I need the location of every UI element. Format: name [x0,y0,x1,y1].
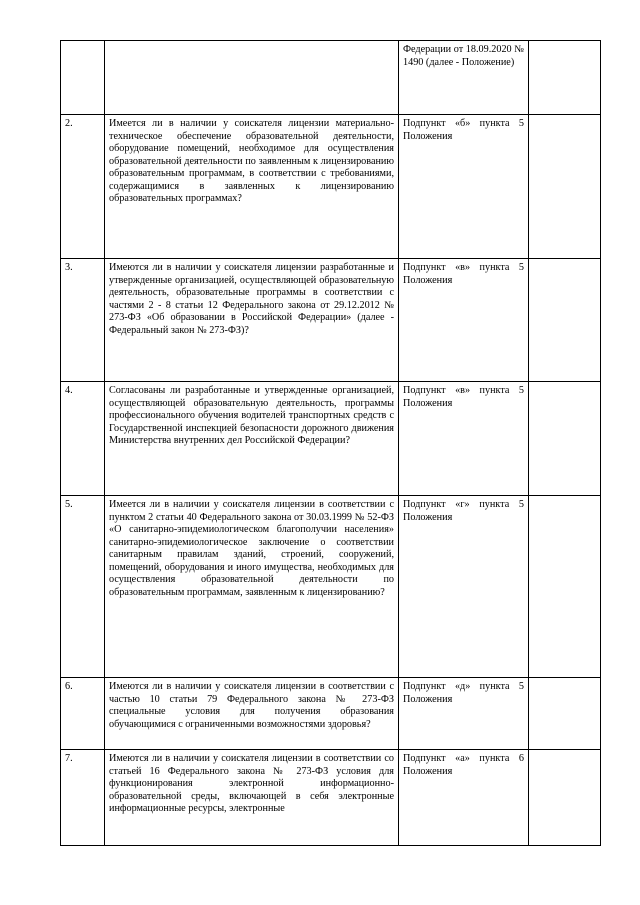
table-row [61,115,601,259]
note-cell [529,678,601,750]
question-cell: Имеется ли в наличии у соискателя лицензии материально-техническое обеспечение образовательной деятельности, оборудование помещений, необходимое для осуществления образовательной деятельности по заявленным к лицензированию образовательным программам, в соответствии с требованиями, содержащимися в заявленных к лицензированию образовательных программах? [105,115,399,259]
table-row [61,750,601,846]
question-cell: Имеются ли в наличии у соискателя лицензии разработанные и утвержденные организацией, осуществляющей образовательную деятельность, образовательные программы в соответствии с частями 2 - 8 статьи 12 Федерального закона от 29.12.2012 № 273-ФЗ «Об образовании в Российской Федерации» (далее - Федеральный закон № 273-ФЗ)? [105,259,399,382]
reference-cell: Подпункт «а» пункта 6 Положения [399,750,529,846]
note-cell [529,750,601,846]
row-number: 2. [61,115,105,259]
note-cell [529,259,601,382]
question-cell: Имеются ли в наличии у соискателя лицензии в соответствии со статьей 16 Федерального закона № 273-ФЗ условия для функционирования электронной информационно-образовательной среды, включающей в себя электронные информационные ресурсы, электронные [105,750,399,846]
row-number: 3. [61,259,105,382]
note-cell [529,115,601,259]
question-cell: Согласованы ли разработанные и утвержденные организацией, осуществляющей образовательную деятельность, программы профессионального обучения водителей транспортных средств с Государственной инспекцией безопасности дорожного движения Министерства внутренних дел Российской Федерации? [105,382,399,496]
requirements-table [60,40,601,846]
row-number: 4. [61,382,105,496]
reference-cell: Подпункт «д» пункта 5 Положения [399,678,529,750]
table-row [61,41,601,115]
row-number [61,41,105,115]
note-cell [529,41,601,115]
row-number: 5. [61,496,105,678]
reference-cell: Подпункт «б» пункта 5 Положения [399,115,529,259]
note-cell [529,496,601,678]
row-number: 6. [61,678,105,750]
table-row [61,496,601,678]
reference-cell: Подпункт «в» пункта 5 Положения [399,382,529,496]
reference-cell: Подпункт «в» пункта 5 Положения [399,259,529,382]
table-row [61,678,601,750]
row-number: 7. [61,750,105,846]
reference-cell: Подпункт «г» пункта 5 Положения [399,496,529,678]
question-cell: Имеется ли в наличии у соискателя лицензии в соответствии с пунктом 2 статьи 40 Федерального закона от 30.03.1999 № 52-ФЗ «О санитарно-эпидемиологическом благополучии населения» санитарно-эпидемиологическое заключение о соответствии санитарным правилам зданий, строений, сооружений, помещений, оборудования и иного имущества, необходимых для осуществления образовательной деятельности по образовательным программам, заявленным к лицензированию? [105,496,399,678]
table-row [61,382,601,496]
reference-cell: Федерации от 18.09.2020 № 1490 (далее - Положение) [399,41,529,115]
question-cell: Имеются ли в наличии у соискателя лицензии в соответствии с частью 10 статьи 79 Федерального закона № 273-ФЗ специальные условия для получения образования обучающимися с ограниченными возможностями здоровья? [105,678,399,750]
table-row [61,259,601,382]
note-cell [529,382,601,496]
question-cell [105,41,399,115]
